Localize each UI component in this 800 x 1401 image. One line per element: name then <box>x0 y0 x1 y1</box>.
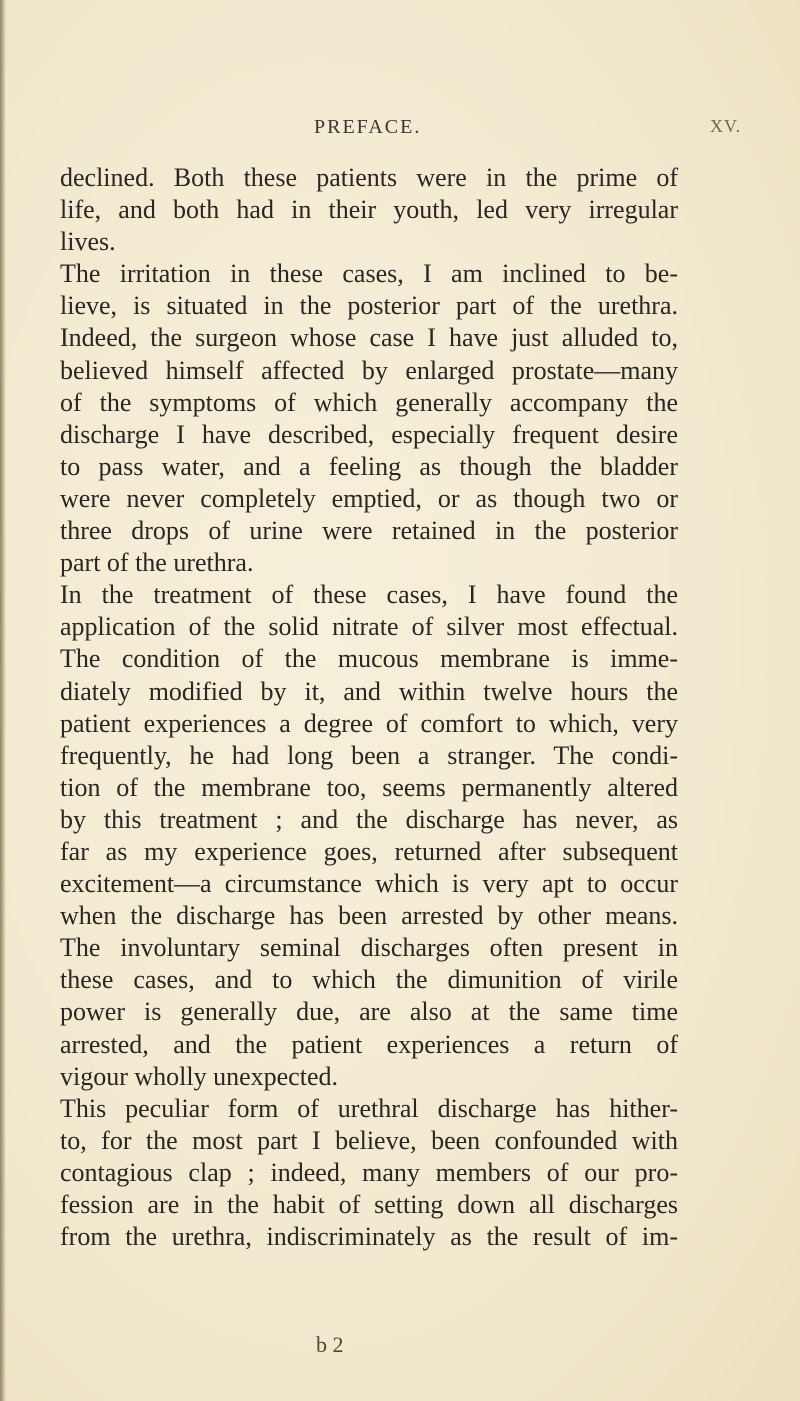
binding-edge <box>0 0 6 1401</box>
text-line: to pass water, and a feeling as though the bladder <box>60 451 678 481</box>
text-line: part of the urethra. <box>60 548 254 578</box>
page-number: XV. <box>710 116 742 136</box>
text-line: lives. <box>60 227 116 257</box>
text-line: contagious clap ; indeed, many members of our pro- <box>60 1157 678 1187</box>
text-line: to, for the most part I believe, been confounded with <box>60 1125 678 1155</box>
text-line: far as my experience goes, returned after subsequent <box>60 836 678 866</box>
text-line: three drops of urine were retained in the posterior <box>60 516 678 546</box>
body-text <box>60 162 678 1253</box>
text-line: vigour wholly unexpected. <box>60 1061 338 1091</box>
text-line: believed himself affected by enlarged prostate—many <box>60 355 678 385</box>
text-line: In the treatment of these cases, I have found the <box>60 580 678 610</box>
text-line: The involuntary seminal discharges often present in <box>60 933 678 963</box>
text-line: The irritation in these cases, I am inclined to be- <box>60 259 678 289</box>
text-line: from the urethra, indiscriminately as the result of im- <box>60 1222 678 1252</box>
text-line: by this treatment ; and the discharge has never, as <box>60 804 678 834</box>
running-title: PREFACE. <box>314 116 422 138</box>
text-line: discharge I have described, especially frequent desire <box>60 419 678 449</box>
text-line: application of the solid nitrate of silver most effectual. <box>60 612 678 642</box>
text-line: of the symptoms of which generally accompany the <box>60 387 678 417</box>
text-line: these cases, and to which the dimunition of virile <box>60 965 678 995</box>
text-line: This peculiar form of urethral discharge has hither- <box>60 1093 678 1123</box>
signature-mark: b 2 <box>316 1332 344 1357</box>
text-line: declined. Both these patients were in the prime of <box>60 163 678 192</box>
text-line: tion of the membrane too, seems permanently altered <box>60 772 678 802</box>
text-line: lieve, is situated in the posterior part of the urethra. <box>60 291 678 321</box>
page-header <box>0 116 800 146</box>
text-line: were never completely emptied, or as though two or <box>60 483 678 513</box>
text-line: life, and both had in their youth, led very irregular <box>60 195 678 225</box>
text-line: power is generally due, are also at the same time <box>60 997 678 1027</box>
text-line: arrested, and the patient experiences a return of <box>60 1029 678 1059</box>
text-line: diately modified by it, and within twelve hours the <box>60 676 678 706</box>
text-line: Indeed, the surgeon whose case I have just alluded to, <box>60 323 678 353</box>
text-line: The condition of the mucous membrane is imme- <box>60 644 678 674</box>
text-line: when the discharge has been arrested by other means. <box>60 901 678 931</box>
text-line: excitement—a circumstance which is very apt to occur <box>60 869 678 899</box>
text-line: frequently, he had long been a stranger. The condi- <box>60 740 678 770</box>
text-line: patient experiences a degree of comfort to which, very <box>60 708 678 738</box>
text-line: fession are in the habit of setting down all discharges <box>60 1190 678 1219</box>
